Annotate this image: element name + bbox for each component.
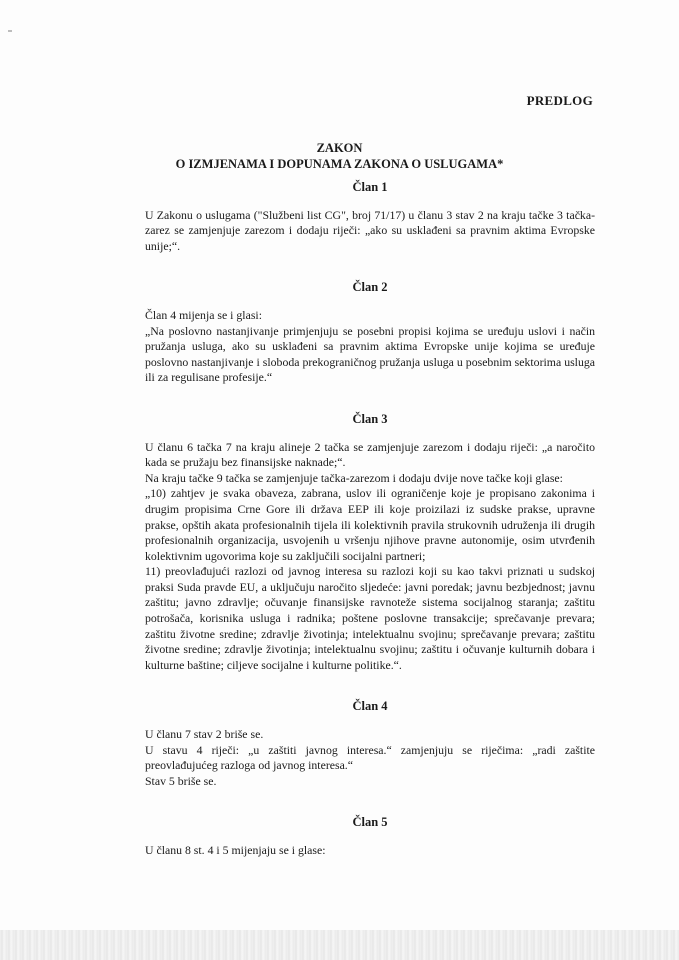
article-heading: Član 5 xyxy=(352,815,388,830)
article-heading: Član 4 xyxy=(352,699,388,714)
document-body xyxy=(145,180,595,859)
paragraph-text: U Zakonu o uslugama ("Službeni list CG", broj 71/17) u članu 3 stav 2 na kraju tačke 3 tačka-zarez se zamjenjuje zarezom i dodaju riječi: „ako su usklađeni sa pravnim aktima Evropske unije;“. xyxy=(145,207,595,253)
law-title-line-1: ZAKON xyxy=(316,141,363,155)
article-paragraph: Na kraju tačke 9 tačka se zamjenjuje tačka-zarezom i dodaju dvije nove tačke koji glase: xyxy=(145,470,563,485)
article-paragraph: „10) zahtjev je svaka obaveza, zabrana, uslov ili ograničenje koje je propisano zakonima i drugim propisima Crne Gore ili država EEP ili koje proizilazi iz sudske prakse, upravne prakse, opštih akata profesionalnih tijela ili kolektivnih pravila strukovnih udruženja ili drugih profesionalnih organizacija, usvojenih u vršenju njihove pravne autonomije, osim utvrđenih kolektivnim ugovorima koje su zaključili socijalni partneri; xyxy=(145,486,595,563)
scan-edge xyxy=(0,930,679,960)
predlog-label: PREDLOG xyxy=(526,93,593,108)
article-paragraph: U članu 8 st. 4 i 5 mijenjaju se i glase: xyxy=(145,843,326,857)
article-paragraph xyxy=(145,208,595,255)
article-heading: Član 2 xyxy=(352,280,388,295)
article-heading: Član 1 xyxy=(352,180,388,194)
law-title-line-2: O IZMJENAMA I DOPUNAMA ZAKONA O USLUGAMA* xyxy=(175,157,504,171)
article-paragraph: 11) preovlađujući razlozi od javnog interesa su razlozi koji su kao takvi priznati u sudskoj praksi Suda pravde EU, a uključuju naročito sljedeće: javni poredak; javnu bezbjednost; javnu zaštitu; javno zdravlje; očuvanje finansijske ravnoteže sistema socijalnog staranja; zaštitu potrošača, korisnika usluga i radnika; poštene poslovne transakcije; sprečavanje prevara; zaštitu životne sredine; zdravlje životinja; intelektualnu svojinu; sprečavanje prevara; zaštitu životne sredine; zdravlje životinja; intelektualnu svojinu; zaštitu i očuvanje kulturnih dobara i kulturne baštine; ciljeve socijalne i kulturne politike.“. xyxy=(145,564,595,672)
law-title xyxy=(0,140,679,172)
article-paragraph: Član 4 mijenja se i glasi: xyxy=(145,307,262,322)
article-paragraph: Stav 5 briše se. xyxy=(145,773,217,788)
scan-mark xyxy=(8,30,12,32)
article-paragraph: „Na poslovno nastanjivanje primjenjuju se posebni propisi kojima se uređuju uslovi i način pružanja usluga, ako su usklađeni sa pravnim aktima Evropske unije kojima se uređuje poslovno nastanjivanje i sloboda prekograničnog pružanja usluga u posebnim sektorima usluga ili za regulisane profesije.“ xyxy=(145,323,595,385)
article-paragraph: U članu 6 tačka 7 na kraju alineje 2 tačka se zamjenjuje zarezom i dodaju riječi: „a naročito kada se pružaju bez finansijske naknade;“. xyxy=(145,439,595,470)
article-paragraph: U članu 7 stav 2 briše se. xyxy=(145,727,264,742)
article-paragraph: U stavu 4 riječi: „u zaštiti javnog interesa.“ zamjenjuju se riječima: „radi zaštite preovlađujućeg razloga od javnog interesa.“ xyxy=(145,742,595,773)
article-heading: Član 3 xyxy=(352,411,388,426)
